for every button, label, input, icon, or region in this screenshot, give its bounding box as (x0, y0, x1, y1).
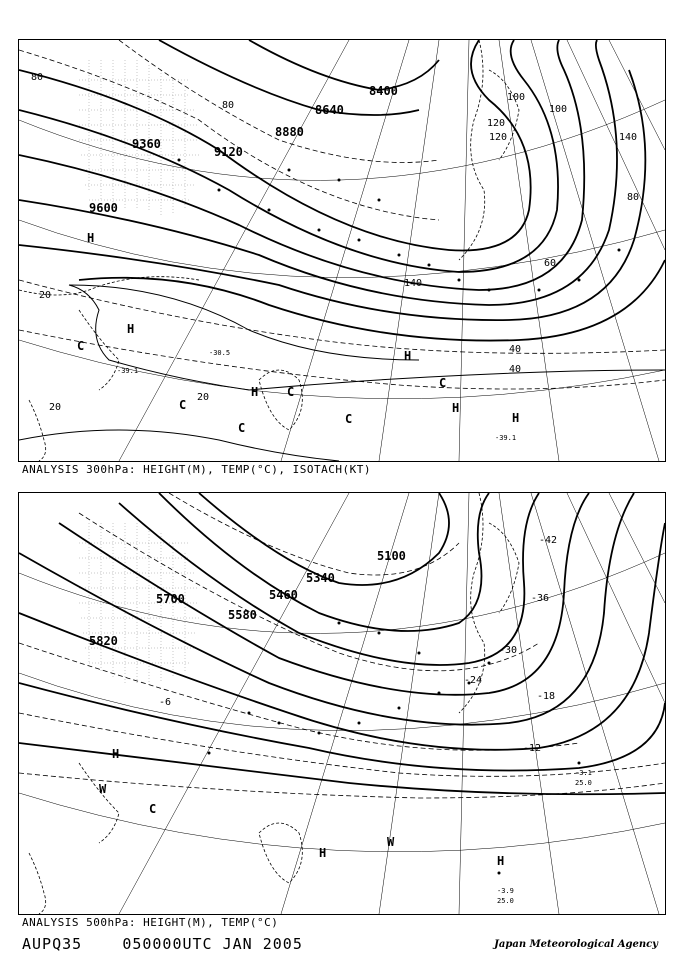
cold-center: C (238, 421, 246, 435)
isotach-label: 80 (31, 72, 44, 83)
isotach-label: 20 (197, 392, 210, 403)
cold-center: C (345, 412, 353, 426)
high-center: H (251, 385, 259, 399)
product-code: AUPQ35 (22, 935, 83, 953)
high-center: H (404, 349, 412, 363)
height-label: 8640 (315, 103, 344, 117)
cold-center: C (179, 398, 187, 412)
temp-label: -30.5 (209, 349, 231, 357)
height-label: 9120 (214, 145, 243, 159)
isotach-label: 100 (549, 104, 568, 115)
station-label: -3.9 (497, 887, 514, 895)
height-label: 5700 (156, 592, 185, 606)
temp-label: -42 (539, 535, 558, 546)
station-label: 25.0 (497, 897, 514, 905)
high-center: H (452, 401, 460, 415)
isotach-label: 100 (507, 92, 526, 103)
height-label: 5820 (89, 634, 118, 648)
high-center: H (319, 846, 327, 860)
height-label: 9600 (89, 201, 118, 215)
isotach-label: 20 (39, 290, 52, 301)
isotach-label: 120 (489, 132, 508, 143)
height-label: 8880 (275, 125, 304, 139)
isotach-label: 80 (222, 100, 235, 111)
station-labels (497, 769, 592, 905)
height-label: 5100 (377, 549, 406, 563)
caption-300hpa: ANALYSIS 300hPa: HEIGHT(M), TEMP(°C), ISOTACH(KT) (22, 463, 372, 476)
temp-label: -39.1 (495, 434, 517, 442)
height-label: 5580 (228, 608, 257, 622)
temp-label: -39.1 (117, 367, 139, 375)
temp-label: -6 (159, 697, 172, 708)
chart-300hpa (18, 39, 666, 462)
height-contours (19, 40, 665, 341)
agency-name: Japan Meteorological Agency (494, 939, 658, 950)
cold-center: C (287, 385, 295, 399)
station-label: -3.1 (575, 769, 592, 777)
height-labels (89, 84, 398, 215)
temp-label: -36 (531, 593, 550, 604)
pressure-centers (99, 747, 504, 868)
height-label: 9360 (132, 137, 161, 151)
isotach-label: 140 (619, 132, 638, 143)
valid-time: 050000UTC JAN 2005 (122, 935, 303, 953)
high-center: H (112, 747, 120, 761)
map-500hpa (19, 493, 665, 914)
temp-labels (117, 349, 516, 442)
caption-500hpa: ANALYSIS 500hPa: HEIGHT(M), TEMP(°C) (22, 916, 279, 929)
high-center: H (497, 854, 505, 868)
isotach-label: 20 (49, 402, 62, 413)
map-300hpa (19, 40, 665, 461)
isotach-label: 40 (509, 344, 522, 355)
spacer (82, 935, 122, 953)
cold-center: C (149, 802, 157, 816)
temp-label: -24 (464, 675, 483, 686)
height-label: 5460 (269, 588, 298, 602)
height-label: 5340 (306, 571, 335, 585)
warm-center: W (387, 835, 395, 849)
chart-500hpa (18, 492, 666, 915)
height-labels (89, 549, 406, 648)
high-center: H (87, 231, 95, 245)
temp-label: -30 (499, 645, 518, 656)
high-center: H (127, 322, 135, 336)
isotach-label: 120 (487, 118, 506, 129)
isotach-contours (19, 285, 665, 461)
high-center: H (512, 411, 520, 425)
isotach-label: 40 (509, 364, 522, 375)
isotach-label: 80 (627, 192, 640, 203)
cold-center: C (77, 339, 85, 353)
temp-labels (159, 535, 557, 754)
warm-center: W (99, 782, 107, 796)
temp-label: -18 (537, 691, 556, 702)
height-label: 8400 (369, 84, 398, 98)
temp-label: -12 (523, 743, 542, 754)
cold-center: C (439, 376, 447, 390)
product-line (22, 935, 303, 953)
isotach-label: 60 (544, 258, 557, 269)
station-plots (178, 159, 621, 292)
isotach-label: 140 (404, 278, 423, 289)
station-label: 25.0 (575, 779, 592, 787)
